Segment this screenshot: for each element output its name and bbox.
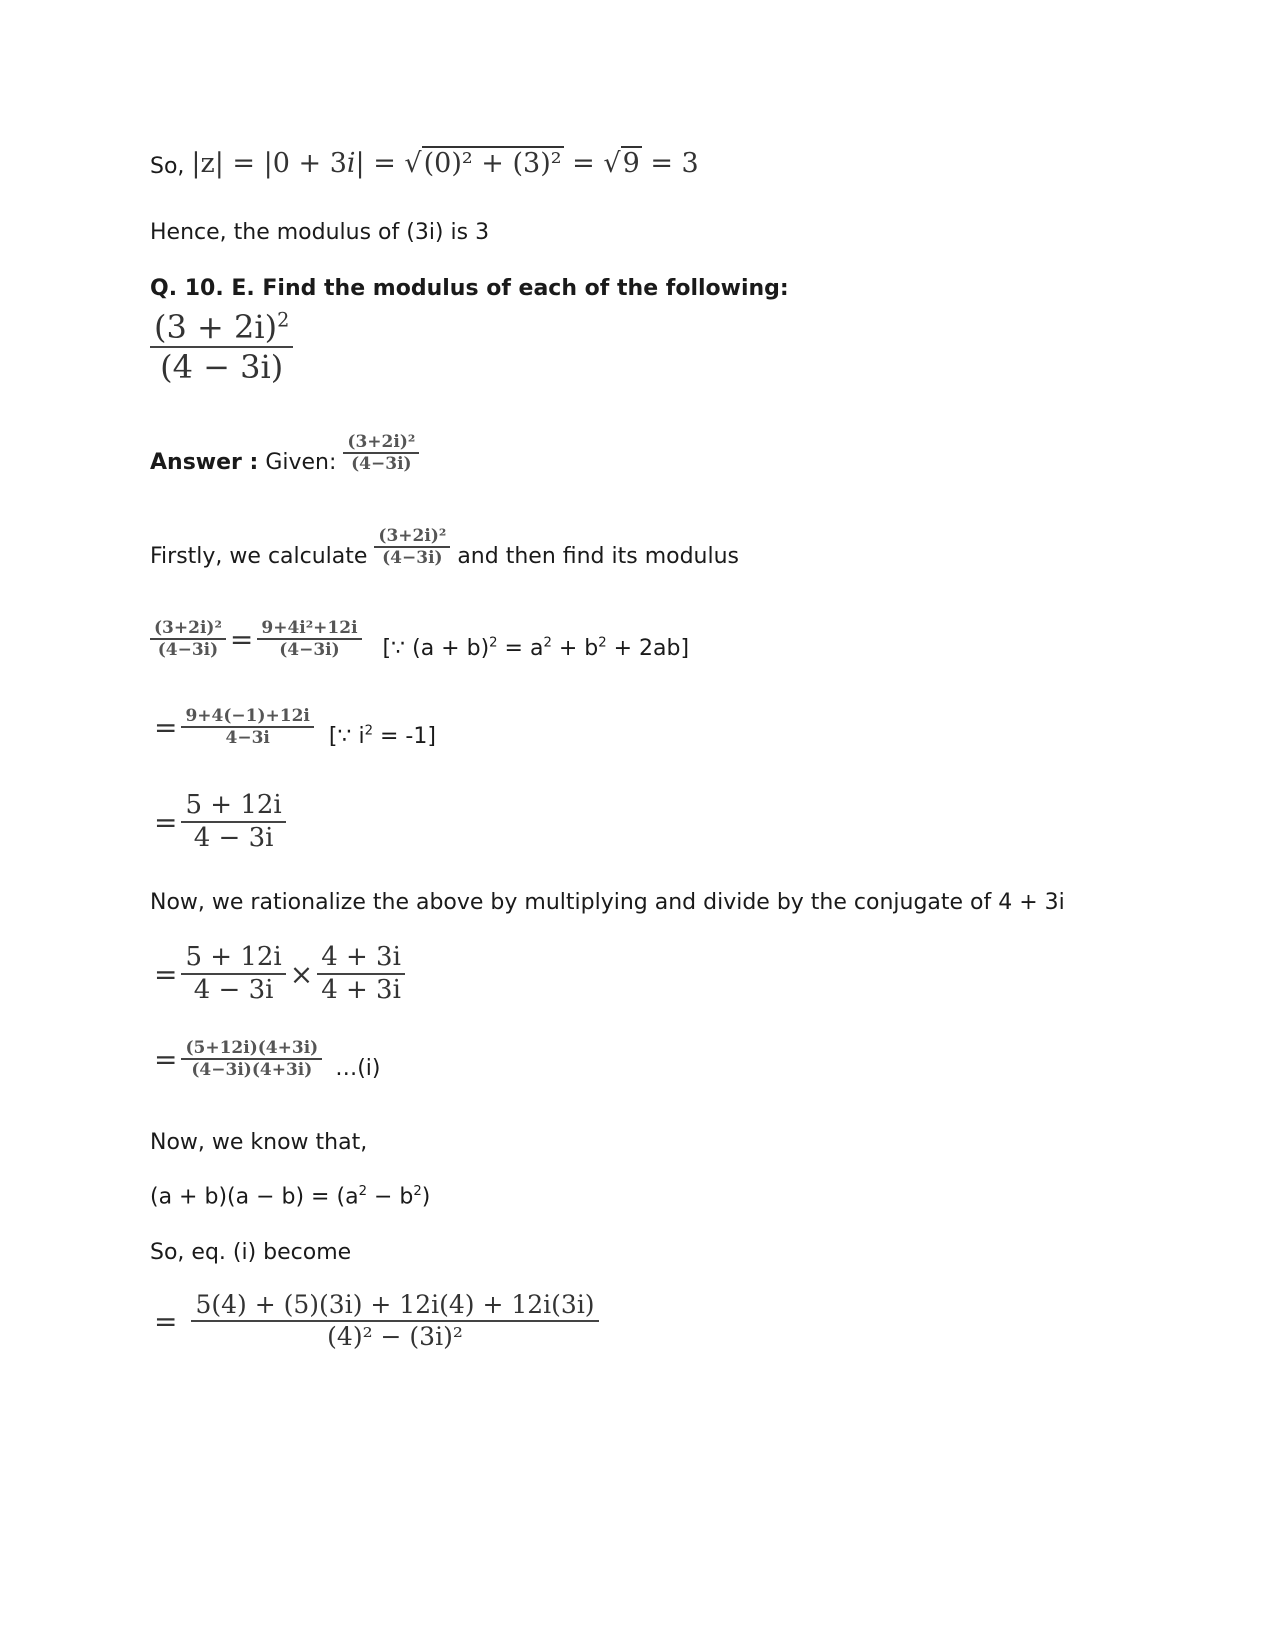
step-5 [150, 1038, 380, 1081]
firstly-frac-num: (3+2i)² [374, 526, 450, 548]
step1-note [383, 636, 690, 661]
question-frac-den: (4 − 3i) [160, 348, 284, 387]
step1-note-end: + 2ab] [606, 635, 690, 661]
step1-left-den: (4−3i) [157, 640, 219, 661]
step1-note-pre: [∵ (a + b) [382, 635, 490, 661]
step2-note-end: = -1] [372, 723, 436, 749]
step2-note-sup: 2 [364, 723, 373, 739]
step2-den: 4−3i [225, 728, 270, 749]
step6-eq: = [154, 1304, 178, 1338]
so-prefix: So, [150, 154, 185, 179]
step1-left-num: (3+2i)² [150, 618, 226, 640]
step1-right-num: 9+4i²+12i [257, 618, 361, 640]
step1-note-sup2: 2 [543, 635, 552, 651]
modulus-line [150, 148, 699, 179]
become-line: So, eq. (i) become [150, 1240, 352, 1265]
identity-mid: − b [366, 1184, 414, 1210]
expr-i: i [346, 148, 356, 179]
step1-note-sup3: 2 [598, 635, 607, 651]
step5-num: (5+12i)(4+3i) [181, 1038, 322, 1060]
given-text: Given: [265, 449, 337, 475]
rationalize-line: Now, we rationalize the above by multiplying and divide by the conjugate of 4 + 3i [150, 890, 1065, 915]
step4-frac2-num: 4 + 3i [317, 942, 405, 975]
identity-sup1: 2 [358, 1184, 367, 1199]
step5-eq: = [154, 1042, 178, 1076]
step4-frac1-num: 5 + 12i [181, 942, 285, 975]
step3-den: 4 − 3i [193, 823, 274, 854]
step-1 [150, 618, 689, 661]
firstly-after: and then find its modulus [457, 543, 740, 569]
expr-left: |z| = |0 + 3 [191, 148, 347, 179]
answer-label: Answer : [150, 449, 259, 475]
firstly-line [150, 526, 739, 569]
step3-eq: = [154, 805, 178, 839]
step3-num: 5 + 12i [181, 790, 285, 823]
answer-line [150, 432, 419, 475]
expr-mid: | = [355, 148, 405, 179]
step-2 [150, 706, 436, 749]
know-line: Now, we know that, [150, 1130, 368, 1155]
identity-sup2: 2 [413, 1184, 422, 1199]
step4-eq: = [154, 957, 178, 991]
step2-note-pre: [∵ i [328, 723, 365, 749]
step1-note-mid1: = a [497, 635, 544, 661]
step4-frac1-den: 4 − 3i [193, 975, 274, 1006]
step6-num: 5(4) + (5)(3i) + 12i(4) + 12i(3i) [191, 1290, 598, 1322]
question-frac-num [150, 308, 293, 348]
firstly-frac-den: (4−3i) [382, 548, 443, 569]
firstly-before: Firstly, we calculate [150, 543, 368, 569]
step5-den: (4−3i)(4+3i) [191, 1060, 313, 1081]
step6-den: (4)² − (3i)² [327, 1322, 463, 1351]
step-4 [150, 942, 405, 1006]
question-heading: Q. 10. E. Find the modulus of each of the following: [150, 276, 789, 301]
question-frac-num-text: (3 + 2i) [154, 308, 278, 346]
hence-line: Hence, the modulus of (3i) is 3 [150, 220, 490, 245]
identity-end: ) [421, 1184, 431, 1210]
step1-right-den: (4−3i) [279, 640, 340, 661]
step-3 [150, 790, 286, 854]
question-frac-sup: 2 [277, 308, 290, 332]
sqrt-content: (0)² + (3)² [423, 148, 562, 179]
expr-end: = 3 [641, 148, 699, 179]
step1-eq: = [229, 622, 254, 656]
given-frac-num: (3+2i)² [343, 432, 419, 454]
step-6 [150, 1290, 599, 1352]
step2-num: 9+4(−1)+12i [181, 706, 313, 728]
step2-note [329, 724, 436, 749]
equation-tag: …(i) [335, 1055, 381, 1081]
given-frac-den: (4−3i) [351, 454, 412, 475]
modulus-expression: |z| = |0 + 3i| = √(0)² + (3)² = √9 = 3 [191, 148, 699, 179]
step1-note-mid2: + b [551, 635, 599, 661]
identity-line [150, 1184, 430, 1209]
expr-tail: = [563, 148, 604, 179]
times-sign: × [289, 957, 314, 991]
step1-note-sup1: 2 [489, 635, 498, 651]
question-fraction [150, 308, 293, 387]
sqrt-nine: 9 [622, 148, 640, 179]
identity-pre: (a + b)(a − b) = (a [150, 1184, 359, 1210]
step2-eq: = [154, 710, 178, 744]
step4-frac2-den: 4 + 3i [321, 975, 401, 1006]
